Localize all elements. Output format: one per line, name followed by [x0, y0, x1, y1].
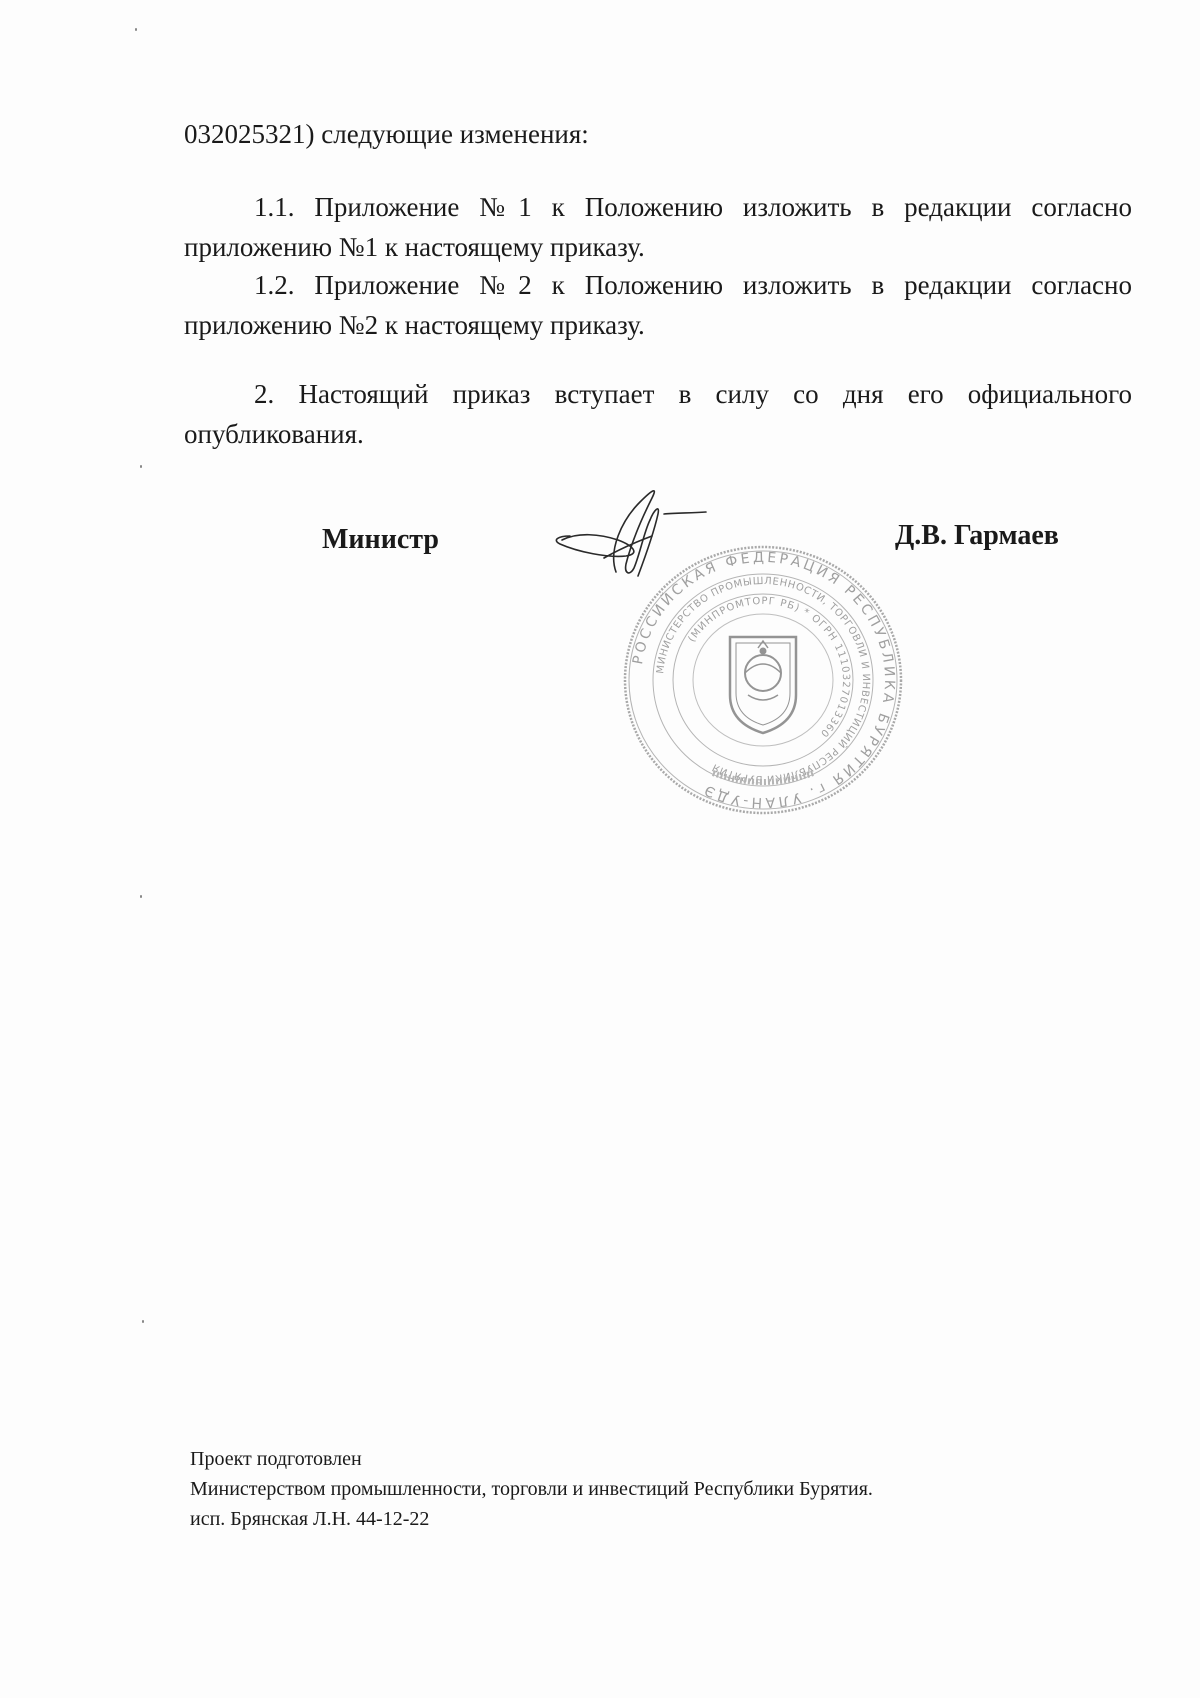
footer-line-1: Проект подготовлен: [190, 1448, 362, 1470]
signer-name: Д.В. Гармаев: [895, 520, 1059, 551]
svg-text:МИНИСТЕРСТВО ПРОМЫШЛЕННОСТИ, Т: [655, 576, 871, 784]
svg-text:(МИНПРОМТОРГ РБ) * ОГРН 111032: [687, 596, 852, 739]
intro-line: 032025321) следующие изменения:: [184, 119, 589, 149]
footer-line-3: исп. Брянская Л.Н. 44-12-22: [190, 1508, 430, 1530]
signer-role: Министр: [322, 524, 439, 555]
scan-speck: [140, 895, 142, 898]
scan-speck: [135, 28, 137, 31]
item-1-2: 1.2. Приложение №2 к Положению изложить в редакции согласно приложению №2 к настоящему приказу.: [184, 270, 1132, 340]
scan-speck: [142, 1320, 144, 1323]
stamp-outer-text: РОССИЙСКАЯ ФЕДЕРАЦИЯ РЕСПУБЛИКА БУРЯТИЯ г. УЛАН-УДЭ: [630, 549, 898, 811]
scan-speck: [140, 465, 142, 468]
footer-note: [190, 1444, 873, 1534]
handwritten-signature: [548, 480, 718, 590]
coat-of-arms-icon: [730, 637, 796, 733]
item-2: 2. Настоящий приказ вступает в силу со дня его официального опубликования.: [184, 379, 1132, 449]
stamp-middle-text: МИНИСТЕРСТВО ПРОМЫШЛЕННОСТИ, ТОРГОВЛИ И ИНВЕСТИЦИЙ РЕСПУБЛИКИ БУРЯТИЯ: [655, 575, 872, 785]
item-1-1: 1.1. Приложение №1 к Положению изложить в редакции согласно приложению №1 к настоящему приказу.: [184, 192, 1132, 262]
stamp-inner-text: (МИНПРОМТОРГ РБ) * ОГРН 1110327013360: [686, 595, 852, 740]
footer-line-2: Министерством промышленности, торговли и инвестиций Республики Бурятия.: [190, 1478, 873, 1500]
